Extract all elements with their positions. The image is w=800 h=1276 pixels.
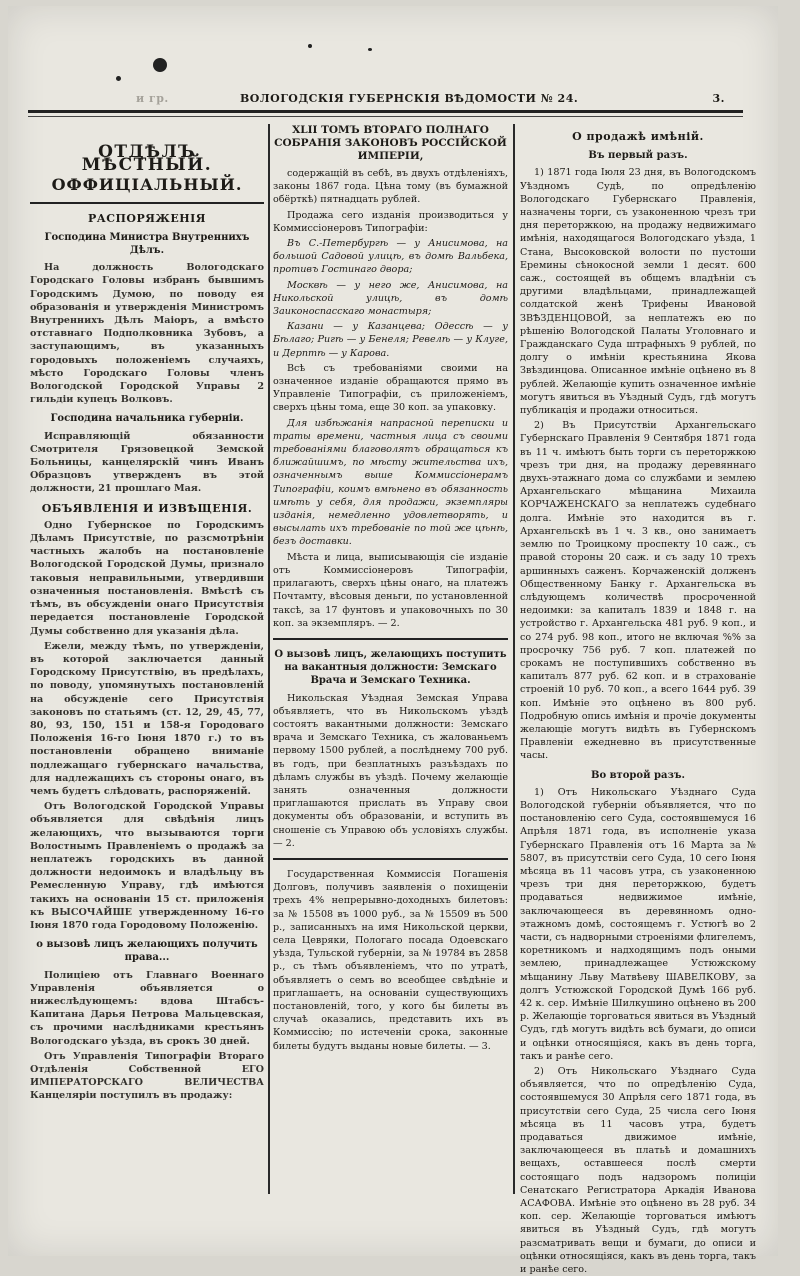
paragraph: содержащій въ себѣ, въ двухъ отдѣленіяхъ, законы 1867 года. Цѣна тому (въ бумажной обёрткѣ) пятнадцать рублей. <box>273 168 508 206</box>
paragraph: Отъ Вологодской Городской Управы объявляется для свѣдѣнія лицъ желающихъ, что вызываются торги Волостнымъ Правленіемъ о продажѣ за неплатежъ городскихъ въ данной должности недоимокъ и владѣльцу въ Ремесленную Управу, гдѣ имѣются такихъ на основаніи 15 ст. приложенія къ ВЫСОЧАЙШЕ утвержденному 16-го Іюня 1870 года Городовому Положенію. <box>30 801 264 931</box>
section-rule <box>273 638 508 640</box>
ink-mark <box>116 76 121 81</box>
call-heading: О вызовѣ лицъ, желающихъ поступить на вакантныя должности: Земскаго Врача и Земскаго Техника. <box>274 648 507 687</box>
column-divider <box>513 124 515 1194</box>
notices-heading: ОБЪЯВЛЕНІЯ И ИЗВѢЩЕНІЯ. <box>41 501 253 515</box>
column-right <box>520 124 756 1276</box>
newspaper-page <box>8 6 778 1276</box>
section-title: ОТДѢЛЪ МѢСТНЫЙ. <box>81 142 213 176</box>
paragraph: 2) Отъ Никольскаго Уѣзднаго Суда объявляется, что по опредѣленію Суда, состоявшемуся 30 Апрѣля сего 1871 года, въ присутствіи сего Суда, 25 числа сего Іюня мѣсяца въ 11 часовъ утра, будетъ продаваться движимое имѣніе, заключающееся въ платьѣ и домашнихъ вещахъ, оставшееся послѣ смерти состоящаго подъ надзоромъ полиціи Сенатскаго Регистратора Аркадія Иванова АСАФОВА. Имѣніе это оцѣнено въ 28 руб. 34 коп. сер. Желающіе торговаться имѣютъ явиться въ Уѣздный Судъ, гдѣ могутъ разсматривать вещи и бумаги, до описи и оцѣнки относящіяся, какъ въ день торга, такъ и ранѣе сего. <box>520 1066 756 1276</box>
paragraph: Исправляющій обязанности Смотрителя Грязовецкой Земской Больницы, канцелярскій чинъ Иванъ Образцовъ утвержденъ въ этой должности, 21 прошлаго Мая. <box>30 430 264 495</box>
paragraph: Для избѣжанія напрасной переписки и траты времени, частныя лица съ своими требованіями благоволятъ обращаться къ ближайшимъ, по мѣсту жительства ихъ, означеннымъ выше Коммиссіонерамъ Типографіи, коимъ вмѣнено въ обязанность имѣть у себя, для продажи, экземпляры изданія, немедленно удовлетворять, и высылать ихъ требованіе по той же цѣнѣ, безъ доставки. <box>273 417 508 548</box>
section-rule <box>30 202 264 204</box>
ink-mark <box>368 48 372 51</box>
column-left <box>30 124 264 1204</box>
newspaper-title: ВОЛОГОДСКІЯ ГУБЕРНСКІЯ ВѢДОМОСТИ № 24. <box>240 92 579 105</box>
column-divider <box>268 124 270 1194</box>
paragraph: Ежели, между тѣмъ, по утвержденіи, въ которой заключается данный Городскому Присутствію, въ предѣлахъ, по поводу, упомянутыхъ постановленій на обсужденіе сего Присутствія законовъ по статьямъ (ст. 12, 29, 45, 77, 80, 93, 150, 151 и 158-я Городоваго Положенія 16-го Іюня 1870 г.) то въ постановленіи обращено вниманіе подлежащаго губернскаго начальства, для надлежащихъ съ стороны онаго, въ чемъ будетъ слѣдовать, распоряженій. <box>30 640 264 797</box>
paragraph: Всѣ съ требованіями своими на означенное изданіе обращаются прямо въ Управленіе Типографіи, съ приложеніемъ, сверхъ цѣны тома, еще 30 коп. за упаковку. <box>273 362 508 414</box>
paragraph: Москвѣ — у него же, Анисимова, на Никольской улицѣ, въ домѣ Заиконоспасскаго монастыря; <box>273 279 508 318</box>
orders-heading: РАСПОРЯЖЕНІЯ <box>88 211 206 225</box>
column-middle <box>273 124 508 1204</box>
paragraph: 1) Отъ Никольскаго Уѣзднаго Суда Вологодской губерніи объявляется, что по постановленію сего Суда, состоявшемуся 16 Апрѣля 1871 года, въ исполненіе указа Губернскаго Правленія отъ 16 Марта за № 5807, въ присутствіи сего Суда, 10 сего Іюня мѣсяца въ 11 часовъ утра, съ узаконенною чрезъ три дня переторжкою, будетъ продаваться недвижимое имѣніе, заключающееся въ деревянномъ одно-этажномъ домѣ, состоящемъ г. Устюгѣ во 2 части, съ надворными строеніями флигелемъ, коретникомъ и надходящимъ подъ оными землею, принадлежащее Устюжскому мѣщанину Льву Матвѣеву ШАВЕЛКОВУ, за долгъ Устюжской Городской Думѣ 166 руб. 42 к. сер. Имѣніе Шилкушино оцѣнено въ 200 р. Желающіе торговаться явиться въ Уѣздный Судъ, гдѣ могутъ видѣть всѣ бумаги, до описи и оцѣнки относящіяся, какъ въ день торга, такъ и ранѣе сего. <box>520 786 756 1062</box>
paragraph: Мѣста и лица, выписывающія сіе изданіе отъ Коммиссіонеровъ Типографіи, прилагаютъ, сверхъ цѣны онаго, на платежъ Почтамту, вѣсовыя деньги, по установленной таксѣ, за 17 фунтовъ и упаковочныхъ по 30 коп. за экземпляръ. — 2. <box>273 551 508 629</box>
paragraph: 2) Въ Присутствіи Архангельскаго Губернскаго Правленія 9 Сентября 1871 года въ 11 ч. имѣютъ быть торги съ переторжкою чрезъ три дня, на продажу деревяннаго двухъ-этажнаго дома со службами и землею Архангельскаго мѣщанина Михаила КОРЧАЖЕНСКАГО за неплатежъ судебнаго долга. Имѣніе это находится въ г. Архангельскѣ въ 1 ч. 3 кв., оно занимаетъ землю по Троицкому проспекту 10 саж., съ правой стороны 20 саж. и съ заду 10 трехъ аршинныхъ саженъ. Корчаженскій долженъ Общественному Банку г. Архангельска въ слѣдующемъ количествѣ просроченной недоимки: за капиталъ 1839 и 1848 г. на устройство г. Архангельска 481 руб. 9 коп., и со 274 руб. 98 коп., итого не включая %% за просрочку 756 руб. 7 коп. платежей по срокамъ не поступившихъ собственно въ капиталъ 877 руб. 62 коп. и в страхованіе строеній 10 руб. 70 коп., а всего 1644 руб. 39 коп. Имѣніе это оцѣнено въ 800 руб. Подробную опись имѣнія и прочіе документы желающіе могутъ видѣть въ Губернскомъ Правленіи ежедневно въ присутственные часы. <box>520 420 756 762</box>
first-time-heading: Въ первый разъ. <box>588 150 688 162</box>
ink-blot <box>153 58 167 72</box>
minister-heading: Господина Министра Внутреннихъ Дѣлъ. <box>44 231 250 257</box>
paragraph: Отъ Управленія Типографіи Втораго Отдѣленія Собственной ЕГО ИМПЕРАТОРСКАГО ВЕЛИЧЕСТВА Канцеляріи поступилъ въ продажу: <box>30 1050 264 1102</box>
header-ghost-text: и гр. <box>136 92 169 105</box>
paragraph: Полиціею отъ Главнаго Военнаго Управленія объявляется о нижеслѣдующемъ: вдова Штабсъ-Капитана Дарья Петрова Мальцевская, съ прочими наслѣдниками крестьянъ Вологодскаго уѣзда, въ срокъ 30 дней. <box>30 969 264 1047</box>
paragraph: На должность Вологодскаго Городскаго Головы избранъ бывшимъ Городскимъ Думою, по поводу ея образованія и утвержденія Министромъ Внутреннихъ Дѣлъ Маіоръ, а вмѣсто отставнаго Подполковника Зубовъ, а заступающимъ, въ указанныхъ городовыхъ положеніемъ случаяхъ, мѣсто Городскаго Головы членъ Вологодской Городской Управы 2 гильдіи купецъ Волковъ. <box>30 262 264 406</box>
section-rule <box>273 858 508 860</box>
section-subtitle: ОФФИЦІАЛЬНЫЙ. <box>51 175 243 195</box>
governor-heading: Господина начальника губерніи. <box>50 413 244 425</box>
page-header <box>28 84 743 110</box>
header-rule-thin <box>28 116 743 117</box>
volume-title: XLII ТОМЪ ВТОРАГО ПОЛНАГО СОБРАНІЯ ЗАКОНОВЪ РОССІЙСКОЙ ИМПЕРІИ, <box>274 124 507 162</box>
second-time-heading: Во второй разъ. <box>591 769 685 781</box>
sale-heading: О продажѣ имѣній. <box>572 130 704 143</box>
header-rule <box>28 110 743 113</box>
sub-heading: о вызовѣ лицъ желающихъ получить права... <box>36 939 258 964</box>
page-number: 3. <box>712 92 725 105</box>
ink-mark <box>308 44 312 48</box>
paragraph: Государственная Коммиссія Погашенія Долговъ, получивъ заявленія о похищеніи трехъ 4% непрерывно-доходныхъ билетовъ: за № 15508 въ 1000 руб., за № 15509 въ 500 р., записанныхъ на имя Никольской церкви, села Цевряки, Пологаго посада Одоевскаго уѣзда, Тульской губерніи, за № 19784 въ 2858 р., съ тѣмъ объявленіемъ, что по утратѣ, объявляетъ о семъ во всеобщее свѣдѣніе и приглашаетъ, на основаніи существующихъ постановленій, того, у кого бы билеты въ случаѣ оказались, представить ихъ въ Коммиссію; по истеченіи срока, законные билеты будутъ выданы новые билеты. — 3. <box>273 868 508 1052</box>
paragraph: Казани — у Казанцева; Одессѣ — у Бѣлаго; Ригѣ — у Бенеля; Ревелѣ — у Клуге, и Дерптѣ — у Карова. <box>273 321 508 359</box>
paragraph: Продажа сего изданія производиться у Коммиссіонеровъ Типографіи: <box>273 209 508 234</box>
paragraph: Никольская Уѣздная Земская Управа объявляетъ, что въ Никольскомъ уѣздѣ состоятъ вакантными должности: Земскаго врача и Земскаго Техника, съ жалованьемъ первому 1500 рублей, а послѣднему 700 руб. въ годъ, при безплатныхъ разъѣздахъ по дѣламъ службы въ уѣздѣ. Почему желающіе занять означенныя должности приглашаются прислать въ Управу свои документы объ образованіи, и вступить въ сношеніе съ Управою объ условіяхъ службы. — 2. <box>273 692 508 849</box>
paragraph: 1) 1871 года Іюля 23 дня, въ Вологодскомъ Уѣздномъ Судѣ, по опредѣленію Вологодскаго Губернскаго Правленія, назначены торги, съ узаконенною чрезъ три дня переторжкою, на продажу недвижимаго имѣнія, находящагося Вологодскаго уѣзда, 1 Стана, Высоковской волости по пустоши Еремины сѣнокосной земли 1 десят. 600 саж., состоящей въ общемъ владѣніи съ другими владѣльцами, принадлежащей солдатской женѣ Трифены Ивановой ЗВѢЗДЕНЦОВОЙ, за неплатежъ ею по рѣшенію Вологодской Палаты Уголовнаго и Гражданскаго Суда штрафныхъ 9 рублей, по долгу о имѣніи крестьянина Якова Звѣздинцова. Описанное имѣніе оцѣнено въ 8 рублей. Желающіе купить означенное имѣніе могутъ явиться въ Уѣздный Судъ, гдѣ могутъ публикація и продажи относиться. <box>520 167 756 417</box>
paragraph: Въ С.-Петербургѣ — у Анисимова, на большой Садовой улицѣ, въ домѣ Вальбека, противъ Гостинаго двора; <box>273 238 508 276</box>
paragraph: Одно Губернское по Городскимъ Дѣламъ Присутствіе, по разсмотрѣніи частныхъ жалобъ на постановленіе Вологодской Городской Думы, признало таковыя неправильными, утвердивши означенныя постановленія. Вмѣстѣ съ тѣмъ, въ обсужденіи онаго Присутствія передается постановленіе Городской Думы собственно для указанія дѣла. <box>30 519 264 637</box>
